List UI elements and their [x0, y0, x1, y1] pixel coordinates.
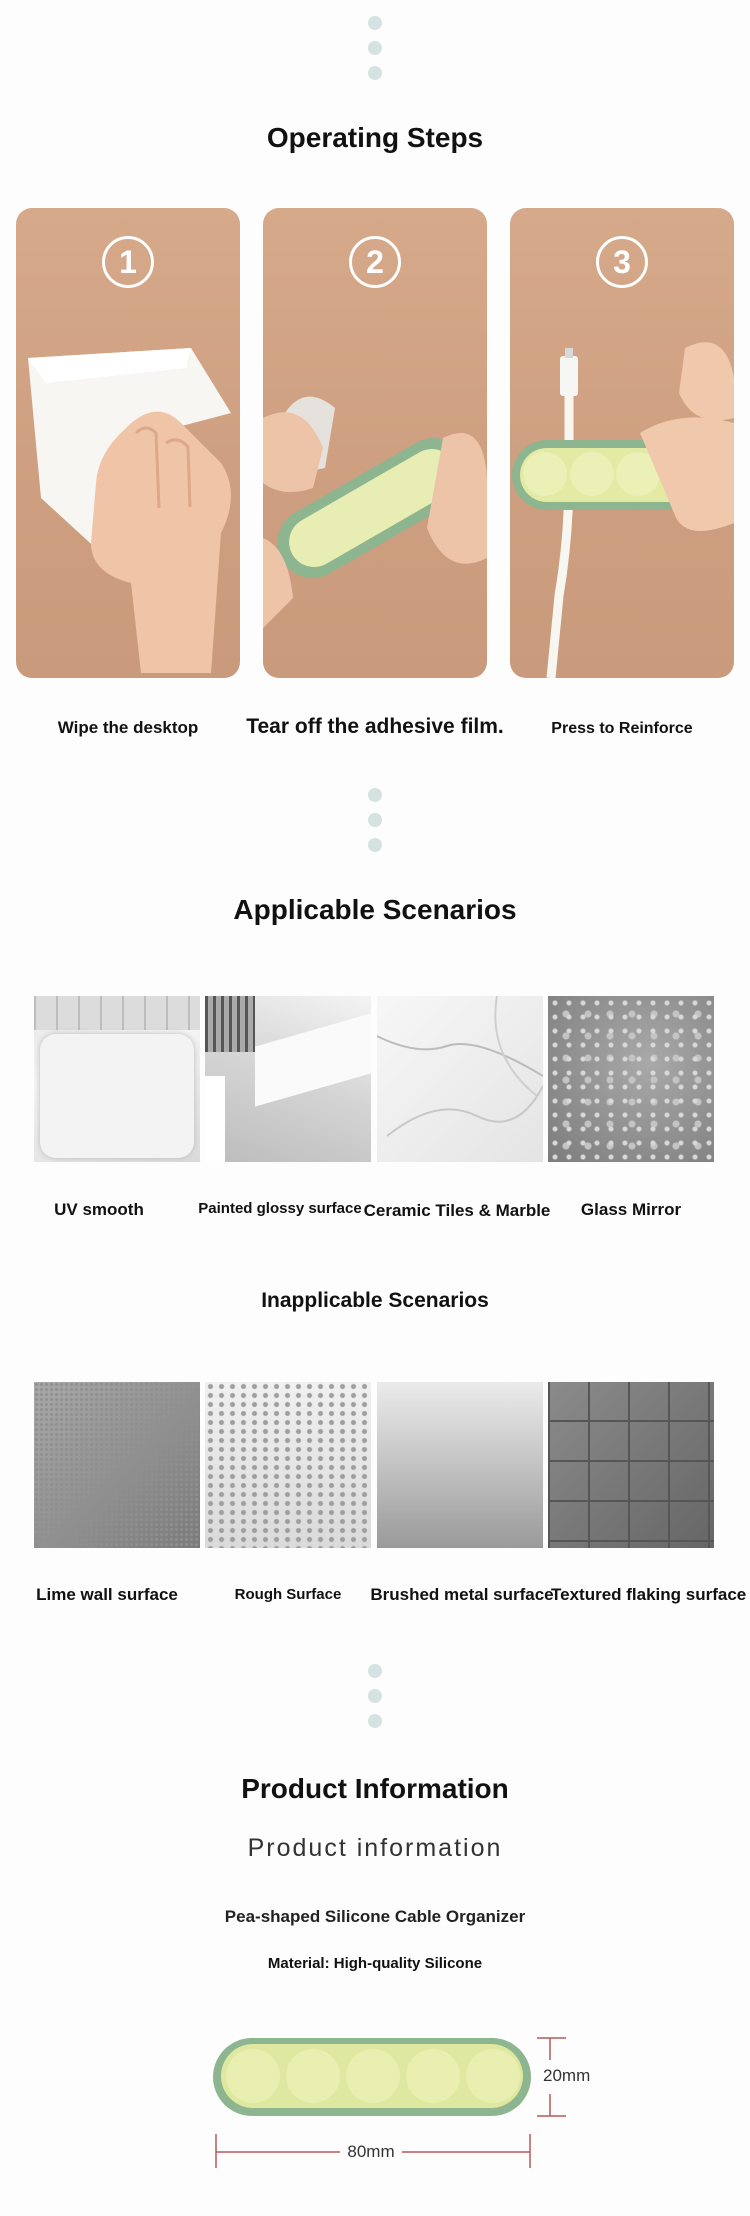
- textured-flaking-label: Textured flaking surface: [551, 1585, 747, 1604]
- section-divider-dots: [367, 16, 383, 91]
- pea-5: [466, 2049, 520, 2103]
- marble-image: [377, 996, 543, 1162]
- applicable-scenarios-title: Applicable Scenarios: [233, 894, 517, 925]
- brushed-metal-label: Brushed metal surface: [370, 1585, 554, 1604]
- step-3-caption: Press to Reinforce: [551, 720, 693, 737]
- pea-1: [226, 2049, 280, 2103]
- pea-2: [286, 2049, 340, 2103]
- lime-wall-label: Lime wall surface: [36, 1585, 178, 1604]
- lime-wall-image: [34, 1382, 200, 1548]
- painted-glossy-label: Painted glossy surface: [198, 1200, 362, 1217]
- pea-4: [406, 2049, 460, 2103]
- step-1-caption: Wipe the desktop: [57, 718, 199, 737]
- step-1-image: [16, 208, 240, 678]
- glass-mirror-image: [548, 996, 714, 1162]
- width-dimension-label: 80mm: [347, 2142, 395, 2161]
- wipe-illustration: [16, 208, 240, 678]
- step-2-number: 2: [349, 236, 401, 288]
- operating-steps-title: Operating Steps: [266, 122, 484, 153]
- product-name: Pea-shaped Silicone Cable Organizer: [224, 1907, 526, 1926]
- height-dimension-label: 20mm: [543, 2066, 591, 2085]
- marble-label: Ceramic Tiles & Marble: [363, 1201, 551, 1220]
- uv-smooth-image: [34, 996, 200, 1162]
- product-material: Material: High-quality Silicone: [267, 1955, 483, 1972]
- step-3-number: 3: [596, 236, 648, 288]
- brushed-metal-image: [377, 1382, 543, 1548]
- glass-mirror-label: Glass Mirror: [580, 1200, 682, 1219]
- inapplicable-scenarios-title: Inapplicable Scenarios: [261, 1289, 489, 1312]
- rough-surface-image: [205, 1382, 371, 1548]
- press-illustration: [510, 208, 734, 678]
- product-dimension-diagram: [0, 2016, 750, 2216]
- section-divider-dots: [367, 1664, 383, 1739]
- product-information-title: Product Information: [241, 1773, 509, 1804]
- step-3-image: [510, 208, 734, 678]
- step-2-image: [263, 208, 487, 678]
- section-divider-dots: [367, 788, 383, 863]
- painted-glossy-image: [205, 996, 371, 1162]
- uv-smooth-label: UV smooth: [54, 1200, 144, 1219]
- step-1-number: 1: [102, 236, 154, 288]
- product-information-subtitle: Product information: [247, 1834, 503, 1862]
- textured-flaking-image: [548, 1382, 714, 1548]
- rough-surface-label: Rough Surface: [234, 1586, 342, 1603]
- peel-film-illustration: [263, 208, 487, 678]
- step-2-caption: Tear off the adhesive film.: [246, 715, 504, 738]
- pea-3: [346, 2049, 400, 2103]
